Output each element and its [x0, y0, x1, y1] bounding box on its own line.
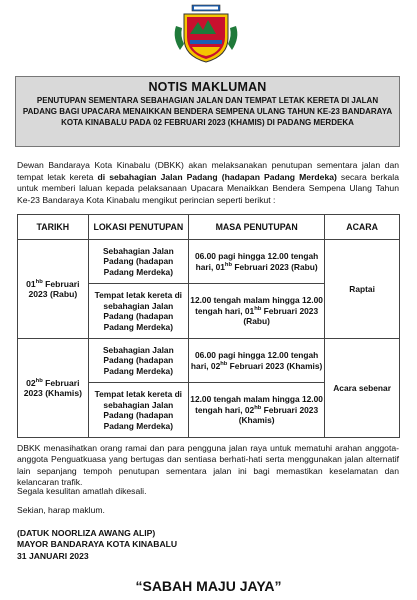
notice-title: NOTIS MAKLUMAN [148, 80, 267, 94]
location-cell: Tempat letak kereta di sebahagian Jalan Padang (hadapan Padang Merdeka) [88, 284, 188, 339]
signature-date: 31 JANUARI 2023 [17, 550, 89, 561]
event-cell: Acara sebenar [325, 339, 400, 438]
location-cell: Sebahagian Jalan Padang (hadapan Padang Merdeka) [88, 240, 188, 284]
notice-subtitle: PENUTUPAN SEMENTARA SEBAHAGIAN JALAN DAN TEMPAT LETAK KERETA DI JALAN PADANG BAGI UPACARA MENAIKKAN BENDERA SEMPENA ULANG TAHUN KE-23 BANDARAYA KOTA KINABALU PADA 02 FEBRUARI 2023 (KHAMIS) DI PADANG MERDEKA [22, 96, 393, 127]
closing-paragraph: Sekian, harap maklum. [17, 505, 105, 515]
table-row [18, 240, 400, 284]
signatory-position: MAYOR BANDARAYA KOTA KINABALU [17, 539, 178, 550]
city-hall-crest-logo [170, 4, 242, 64]
intro-bold-location: di sebahagian Jalan Padang (hadapan Padang Merdeka) [97, 171, 337, 182]
date-cell: $02^{hb}$ Februari 2023 (Khamis) [18, 339, 89, 438]
event-cell: Raptai [325, 240, 400, 339]
date-cell: $01^{hb}$ Februari 2023 (Rabu) [18, 240, 89, 339]
header-event: ACARA [325, 215, 400, 240]
intro-text-2: secara berkala untuk memberi laluan kepada pelaksanaan Upacara Menaikkan Bendera Sempena Ulang Tahun Ke-23 Bandaraya Kota Kinabalu mengikut perincian seperti berikut : [17, 171, 399, 205]
signature-block [17, 528, 177, 562]
time-cell: 06.00 pagi hingga 12.00 tengah hari, $01^{hb}$ Februari 2023 (Rabu) [189, 240, 325, 284]
signatory-name: (DATUK NOORLIZA AWANG ALIP) [17, 528, 156, 538]
intro-paragraph [17, 160, 399, 206]
advice-paragraph: DBKK menasihatkan orang ramai dan para pengguna jalan raya untuk mematuhi arahan anggota-anggota Penguatkuasa yang bertugas dan sentiasa berhati-hati serta menggunakan jalan alternatif lain sepanjang tempoh penutupan sementara jalan ini bagi memastikan keselamatan dan kelancaran trafik. [17, 443, 399, 488]
header-time: MASA PENUTUPAN [189, 215, 325, 240]
motto: “SABAH MAJU JAYA” [135, 578, 282, 594]
closure-schedule-table [17, 214, 400, 438]
notice-title-box [15, 76, 400, 147]
location-cell: Sebahagian Jalan Padang (hadapan Padang Merdeka) [88, 339, 188, 383]
header-location: LOKASI PENUTUPAN [88, 215, 188, 240]
location-cell: Tempat letak kereta di sebahagian Jalan Padang (hadapan Padang Merdeka) [88, 383, 188, 438]
table-row [18, 339, 400, 383]
header-date: TARIKH [18, 215, 89, 240]
time-cell: 06.00 pagi hingga 12.00 tengah hari, $02^{hb}$ Februari 2023 (Khamis) [189, 339, 325, 383]
time-cell: 12.00 tengah malam hingga 12.00 tengah hari, $01^{hb}$ Februari 2023 (Rabu) [189, 284, 325, 339]
time-cell: 12.00 tengah malam hingga 12.00 tengah hari, $02^{hb}$ Februari 2023 (Khamis) [189, 383, 325, 438]
intro-text-1: Dewan Bandaraya Kota Kinabalu (DBKK) akan melaksanakan penutupan sementara jalan dan tempat letak kereta [17, 160, 399, 182]
table-header-row [18, 215, 400, 240]
apology-paragraph: Segala kesulitan amatlah dikesali. [17, 486, 147, 496]
